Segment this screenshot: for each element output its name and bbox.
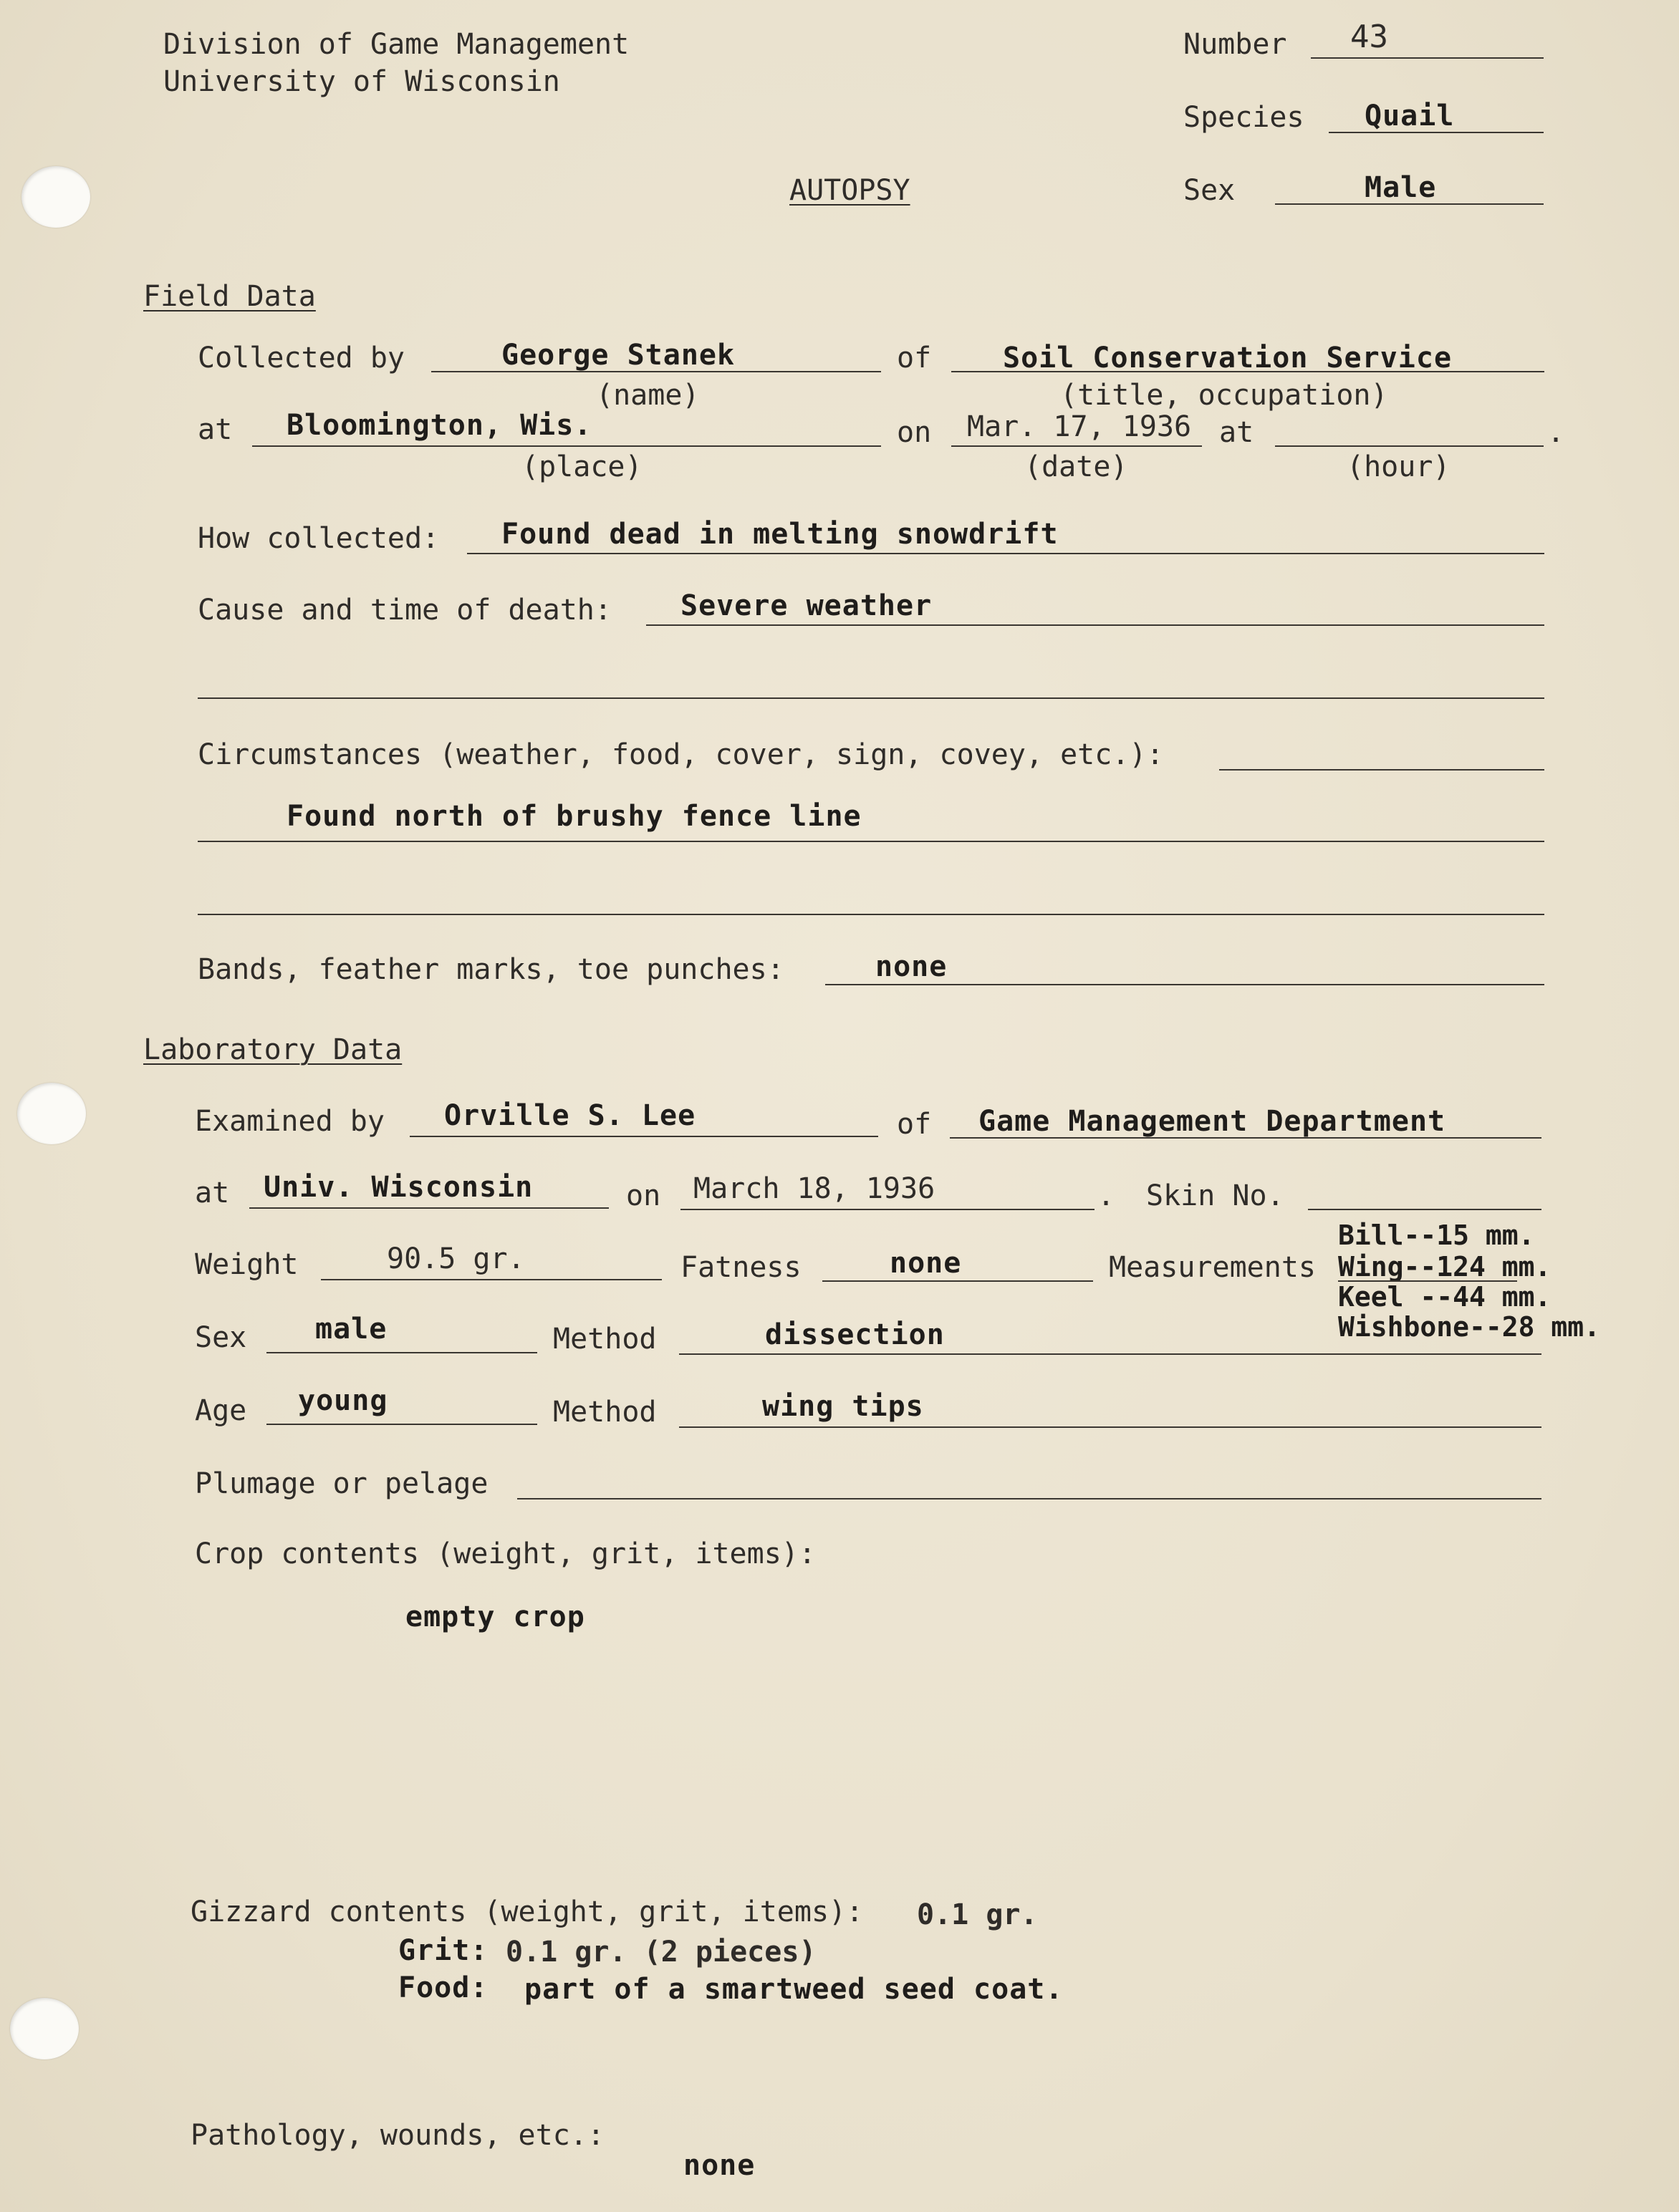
food-value: part of a smartweed seed coat. [524,1973,1064,2006]
lab-at-value: Univ. Wisconsin [264,1171,534,1204]
punch-hole-middle [17,1083,86,1144]
at-label: at [198,413,233,446]
on-line [951,445,1202,447]
at-value: Bloomington, Wis. [287,409,592,442]
bands-value: none [875,950,948,983]
measurements-label: Measurements [1109,1251,1316,1284]
weight-value: 90.5 gr. [387,1242,525,1275]
fatness-value: none [890,1247,962,1280]
lab-period-mark: . [1097,1179,1115,1212]
collected-by-label: Collected by [198,342,405,375]
age-line [266,1424,537,1425]
hour-caption: (hour) [1347,450,1451,483]
how-collected-label: How collected: [198,522,440,555]
examined-by-line [410,1136,878,1137]
age-value: young [298,1384,388,1417]
examined-by-value: Orville S. Lee [444,1099,696,1132]
lab-on-label: on [626,1179,661,1212]
fatness-line [822,1280,1093,1282]
fatness-label: Fatness [680,1251,802,1284]
number-label: Number [1183,28,1287,61]
place-caption: (place) [521,450,643,483]
skin-no-line [1308,1209,1541,1210]
on-value: Mar. 17, 1936 [967,410,1192,443]
of-value: Soil Conservation Service [1003,342,1453,375]
gizzard-value: 0.1 gr. [917,1898,1038,1931]
examined-by-label: Examined by [195,1105,385,1138]
species-value: Quail [1365,100,1455,132]
lab-sex-value: male [315,1313,388,1346]
circumstances-line [1219,769,1544,771]
sex-header-label: Sex [1183,174,1236,207]
org-line-1: Division of Game Management [163,28,630,61]
punch-hole-top [21,166,90,228]
pathology-value: none [683,2149,756,2182]
period-mark: . [1547,416,1565,449]
cause-value: Severe weather [680,589,933,622]
org-line-2: University of Wisconsin [163,65,560,98]
collected-by-value: George Stanek [501,339,736,372]
number-line [1311,57,1544,59]
circumstances-value: Found north of brushy fence line [287,800,862,833]
of-label: of [897,342,932,375]
grit-label: Grit: [398,1934,489,1967]
how-collected-value: Found dead in melting snowdrift [501,518,1059,551]
field-data-heading: Field Data [143,280,316,313]
title-caption: (title, occupation) [1060,379,1388,412]
sex-method-label: Method [553,1323,657,1356]
measurement-bill: Bill--15 mm. [1338,1220,1535,1251]
how-collected-line [467,553,1544,554]
plumage-line [517,1498,1541,1499]
lab-sex-line [266,1352,537,1353]
bands-line [825,984,1544,985]
weight-line [321,1279,662,1280]
crop-label: Crop contents (weight, grit, items): [195,1537,816,1570]
lab-at-label: at [195,1177,230,1209]
lab-data-heading: Laboratory Data [143,1033,403,1066]
circumstances-line-2 [198,841,1544,842]
age-method-value: wing tips [762,1390,924,1423]
sex-method-line [679,1353,1541,1355]
skin-no-label: Skin No. [1146,1179,1284,1212]
lab-on-line [680,1209,1095,1210]
species-label: Species [1183,101,1304,134]
age-label: Age [195,1394,247,1427]
sex-method-value: dissection [765,1318,945,1351]
name-caption: (name) [596,379,700,412]
weight-label: Weight [195,1248,299,1281]
lab-of-label: of [897,1108,932,1141]
lab-of-value: Game Management Department [978,1105,1446,1138]
lab-at-line [249,1207,609,1209]
crop-value: empty crop [405,1600,585,1633]
plumage-label: Plumage or pelage [195,1467,489,1500]
sex-header-value: Male [1365,171,1437,204]
cause-line [646,624,1544,626]
form-title: AUTOPSY [789,174,910,207]
pathology-label: Pathology, wounds, etc.: [191,2119,605,2152]
punch-hole-bottom [10,1998,79,2059]
lab-on-value: March 18, 1936 [693,1172,935,1205]
age-method-label: Method [553,1396,657,1429]
hour-line [1275,445,1544,447]
circumstances-line-3 [198,914,1544,915]
at-hour-label: at [1219,416,1254,449]
number-value: 43 [1350,19,1388,55]
at-line [252,445,881,447]
gizzard-label: Gizzard contents (weight, grit, items): [191,1895,864,1928]
on-label: on [897,416,932,449]
cause-label: Cause and time of death: [198,594,612,627]
age-method-line [679,1426,1541,1428]
cause-line-2 [198,697,1544,699]
date-caption: (date) [1024,450,1128,483]
measurement-wishbone: Wishbone--28 mm. [1338,1311,1601,1343]
lab-sex-label: Sex [195,1321,247,1354]
food-label: Food: [398,1971,489,2004]
grit-value: 0.1 gr. (2 pieces) [506,1936,817,1969]
circumstances-label: Circumstances (weather, food, cover, sign, covey, etc.): [198,738,1164,771]
bands-label: Bands, feather marks, toe punches: [198,953,784,986]
measurement-keel: Keel --44 mm. [1338,1281,1551,1313]
measurement-wing: Wing--124 mm. [1338,1251,1551,1283]
